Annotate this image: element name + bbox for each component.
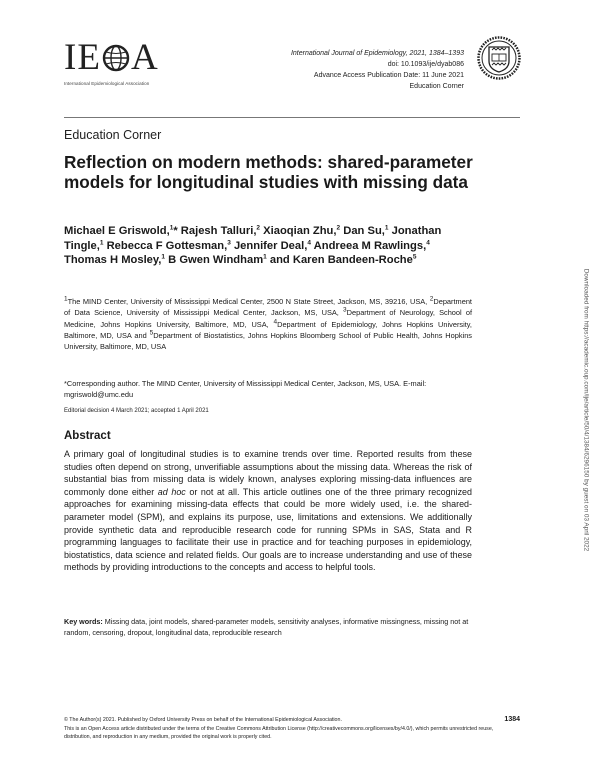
section-label: Education Corner: [64, 128, 162, 142]
affiliation-number: 2: [429, 295, 434, 303]
abstract-heading: Abstract: [64, 430, 111, 442]
author-affiliation-marker: 1: [263, 253, 267, 261]
footer-notice: [64, 716, 520, 742]
download-watermark-text[interactable]: Downloaded from https://academic.oup.com/ije/article/50/4/1384/6296150 by guest on 03 April 2022: [582, 268, 590, 552]
author-affiliation-marker: 3: [227, 238, 231, 246]
oxford-seal-icon: [477, 36, 521, 80]
keywords-text: Missing data, joint models, shared-parameter models, sensitivity analyses, informative missingness, missing not at random, censoring, dropout, longitudinal data, reproducible research: [64, 617, 469, 637]
author-affiliation-marker: 2: [336, 224, 341, 232]
correspondence-note: *Corresponding author. The MIND Center, University of Mississippi Medical Center, Jackson, MS, USA. E-mail: mgriswold@umc.edu: [64, 379, 427, 400]
author-affiliation-marker: 4: [307, 238, 311, 246]
keywords: [64, 616, 472, 638]
author-affiliation-marker: 1: [161, 253, 166, 261]
abstract-text: [64, 448, 472, 574]
author-affiliation-marker: 1: [384, 224, 389, 232]
footer-copyright: © The Author(s) 2021. Published by Oxford University Press on behalf of the International Epidemiological Association.: [64, 717, 342, 723]
author-affiliation-marker: 5: [412, 253, 417, 261]
globe-icon: [102, 44, 130, 72]
page-number: 1384: [504, 716, 520, 723]
author-name: Jonathan Tingle,: [64, 225, 442, 252]
author-affiliation-marker: 1: [169, 224, 174, 232]
affiliation-number: 4: [273, 318, 278, 326]
editorial-decision: Editorial decision 4 March 2021; accepted 1 April 2021: [64, 408, 209, 414]
keywords-label: Key words:: [64, 617, 103, 626]
download-watermark: [576, 210, 596, 610]
affiliation-number: 3: [343, 306, 347, 314]
affiliation-text: The MIND Center, University of Mississippi Medical Center, 2500 N State Street, Jackson, MS, 39216, USA,: [67, 297, 430, 306]
author-affiliation-marker: 2: [256, 224, 261, 232]
advance-access-date: Advance Access Publication Date: 11 June 2021: [313, 72, 464, 79]
corresponding-author-marker: *: [173, 225, 178, 237]
affiliation-number: 1: [64, 295, 68, 303]
logo-letters-ie: IE: [64, 37, 101, 78]
author-name: Thomas H Mosley,: [64, 254, 162, 266]
journal-citation: International Journal of Epidemiology, 2021, 1384–1393: [290, 50, 464, 57]
author-affiliation-marker: 4: [426, 238, 430, 246]
author-name: Michael E Griswold,: [64, 225, 170, 237]
affiliation-number: 5: [149, 329, 154, 337]
journal-doi: doi: 10.1093/ije/dyab086: [387, 61, 464, 68]
abstract-text-part-2: or not at all. This article outlines one of the three primary recognized approaches for examining missing-data effects that could be more widely used, i.e. the shared-parameter model (SPM), and explains its purpose, use, limitations and extensions. We additionally provide synthetic data and reproducible research code for running SPMs in SAS, Stata and R programming languages to facilitate their use in practice and for teaching purposes in epidemiology, biostatistics, data science and related fields. Our goals are to increase understanding and use of these methods by providing introductions to the concepts and access to helpful tools.: [64, 486, 472, 573]
author-name: Karen Bandeen-Roche: [292, 254, 413, 266]
author-conjunction: and: [266, 254, 290, 266]
logo-subtitle: International Epidemiological Association: [64, 81, 150, 86]
author-name: Dan Su,: [343, 225, 385, 237]
author-name: Rajesh Talluri,: [180, 225, 257, 237]
author-name: Xiaoqian Zhu,: [263, 225, 337, 237]
author-name: Jennifer Deal,: [233, 239, 308, 252]
journal-section: Education Corner: [409, 83, 464, 90]
affiliation-text: Department of Biostatistics, Johns Hopkins Bloomberg School of Public Health, Johns Hopkins University, Baltimore, MD, USA: [64, 330, 472, 352]
journal-meta: [234, 48, 464, 92]
article-title: Reflection on modern methods: shared-parameter models for longitudinal studies with missing data: [64, 152, 473, 192]
affiliation-text: Department of Neurology, School of Medicine, Johns Hopkins University, Baltimore, MD, USA,: [64, 308, 472, 329]
author-name: Andreea M Rawlings,: [313, 239, 427, 252]
affiliations: [64, 296, 472, 352]
footer-license: This is an Open Access article distributed under the terms of the Creative Commons Attribution License (http://creativecommons.org/licenses/by/4.0/), which permits unrestricted reuse, distribution, and reproduction in any medium, provided the original work is properly cited.: [64, 725, 494, 740]
header-rule: [64, 117, 520, 118]
affiliation-text: Department of Epidemiology, Johns Hopkins University, Baltimore, MD, USA and: [64, 319, 472, 340]
iea-logo: [64, 37, 194, 86]
author-name: Rebecca F Gottesman,: [106, 239, 228, 252]
abstract-italic-term: ad hoc: [157, 486, 186, 497]
affiliation-text: Department of Data Science, University of Mississippi Medical Center, Jackson, MS, USA,: [64, 297, 472, 318]
logo-letter-a: A: [130, 37, 159, 78]
author-affiliation-marker: 1: [99, 238, 104, 246]
abstract-text-part-1: A primary goal of longitudinal studies is to examine trends over time. Reported results from these studies often depend on strong, unverifiable assumptions about the missing data. Whereas the risk of substantial bias from missing data is widely known, analyses exploring missing-data influences are commonly done either: [64, 449, 472, 497]
author-name: B Gwen Windham: [168, 254, 264, 266]
author-list: [64, 224, 454, 268]
